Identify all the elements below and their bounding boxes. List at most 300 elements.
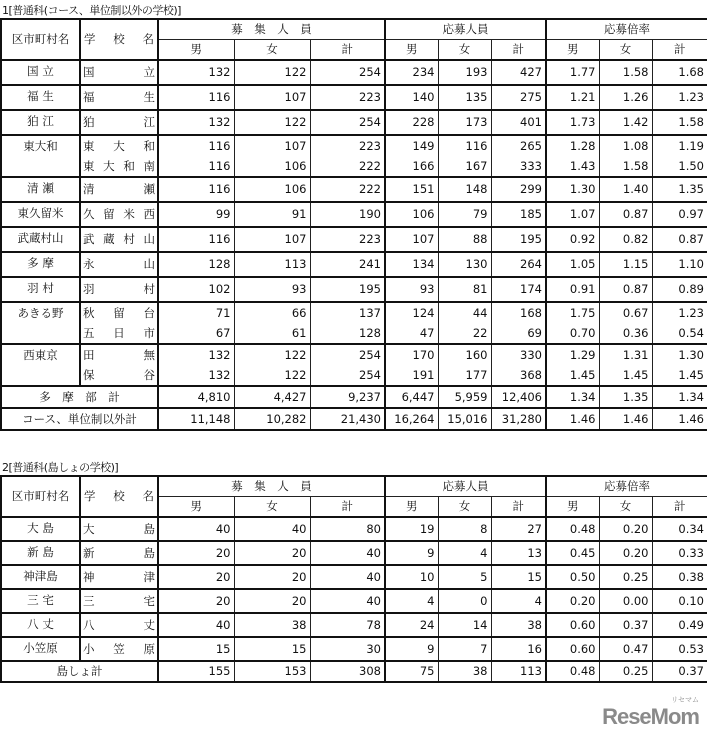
value-cell: 1.45 bbox=[546, 365, 599, 386]
table-row bbox=[1, 365, 707, 386]
school-name: 五日市 bbox=[80, 323, 158, 344]
value-cell: 20 bbox=[158, 565, 234, 589]
district-name: 神津島 bbox=[1, 565, 80, 589]
table1-caption: 1[普通科(コース、単位制以外の学校)] bbox=[2, 4, 181, 17]
value-cell: 38 bbox=[491, 613, 546, 637]
value-cell: 40 bbox=[234, 517, 310, 541]
total-value-cell: 1.34 bbox=[652, 386, 707, 408]
value-cell: 27 bbox=[491, 517, 546, 541]
value-cell: 0.45 bbox=[546, 541, 599, 565]
value-cell: 1.28 bbox=[546, 135, 599, 156]
subheader-female: 女 bbox=[438, 497, 491, 518]
value-cell: 20 bbox=[158, 589, 234, 613]
value-cell: 20 bbox=[234, 589, 310, 613]
subheader-male: 男 bbox=[546, 40, 599, 61]
table-row bbox=[1, 589, 707, 613]
total-label: 島しょ計 bbox=[1, 661, 158, 682]
value-cell: 1.40 bbox=[599, 177, 652, 202]
total-value-cell: 1.46 bbox=[546, 408, 599, 430]
total-value-cell: 11,148 bbox=[158, 408, 234, 430]
total-value-cell: 1.35 bbox=[599, 386, 652, 408]
value-cell: 195 bbox=[491, 227, 546, 252]
value-cell: 88 bbox=[438, 227, 491, 252]
value-cell: 167 bbox=[438, 156, 491, 177]
value-cell: 299 bbox=[491, 177, 546, 202]
value-cell: 0.87 bbox=[652, 227, 707, 252]
value-cell: 0.50 bbox=[546, 565, 599, 589]
subheader-total: 計 bbox=[652, 497, 707, 518]
value-cell: 1.08 bbox=[599, 135, 652, 156]
total-row bbox=[1, 408, 707, 430]
total-value-cell: 31,280 bbox=[491, 408, 546, 430]
total-value-cell: 153 bbox=[234, 661, 310, 682]
value-cell: 0.82 bbox=[599, 227, 652, 252]
value-cell: 93 bbox=[385, 277, 438, 302]
value-cell: 40 bbox=[310, 589, 385, 613]
value-cell: 1.05 bbox=[546, 252, 599, 277]
value-cell: 47 bbox=[385, 323, 438, 344]
value-cell: 1.26 bbox=[599, 85, 652, 110]
total-value-cell: 0.48 bbox=[546, 661, 599, 682]
subheader-female: 女 bbox=[234, 40, 310, 61]
school-name: 三宅 bbox=[80, 589, 158, 613]
value-cell: 0.87 bbox=[599, 202, 652, 227]
value-cell: 16 bbox=[491, 637, 546, 661]
value-cell: 330 bbox=[491, 344, 546, 365]
district-name: 大 島 bbox=[1, 517, 80, 541]
value-cell: 99 bbox=[158, 202, 234, 227]
table-row bbox=[1, 135, 707, 156]
value-cell: 106 bbox=[234, 177, 310, 202]
school-name: 新島 bbox=[80, 541, 158, 565]
table-row bbox=[1, 156, 707, 177]
table-row bbox=[1, 323, 707, 344]
value-cell: 1.43 bbox=[546, 156, 599, 177]
general-course-table bbox=[0, 18, 707, 431]
value-cell: 9 bbox=[385, 637, 438, 661]
school-name: 羽村 bbox=[80, 277, 158, 302]
total-value-cell: 1.34 bbox=[546, 386, 599, 408]
value-cell: 14 bbox=[438, 613, 491, 637]
district-name: 清 瀬 bbox=[1, 177, 80, 202]
header-school: 学 校 名 bbox=[80, 476, 158, 517]
school-name: 武蔵村山 bbox=[80, 227, 158, 252]
total-value-cell: 16,264 bbox=[385, 408, 438, 430]
total-value-cell: 9,237 bbox=[310, 386, 385, 408]
subheader-total: 計 bbox=[310, 497, 385, 518]
value-cell: 177 bbox=[438, 365, 491, 386]
value-cell: 134 bbox=[385, 252, 438, 277]
value-cell: 0.33 bbox=[652, 541, 707, 565]
value-cell: 10 bbox=[385, 565, 438, 589]
value-cell: 0 bbox=[438, 589, 491, 613]
value-cell: 0.97 bbox=[652, 202, 707, 227]
total-label: 多 摩 部 計 bbox=[1, 386, 158, 408]
value-cell: 1.30 bbox=[546, 177, 599, 202]
value-cell: 0.36 bbox=[599, 323, 652, 344]
school-name: 秋留台 bbox=[80, 302, 158, 323]
value-cell: 80 bbox=[310, 517, 385, 541]
value-cell: 1.45 bbox=[599, 365, 652, 386]
total-value-cell: 0.25 bbox=[599, 661, 652, 682]
value-cell: 116 bbox=[158, 156, 234, 177]
value-cell: 15 bbox=[234, 637, 310, 661]
value-cell: 1.23 bbox=[652, 85, 707, 110]
value-cell: 254 bbox=[310, 365, 385, 386]
subheader-male: 男 bbox=[546, 497, 599, 518]
value-cell: 193 bbox=[438, 60, 491, 85]
value-cell: 0.70 bbox=[546, 323, 599, 344]
value-cell: 128 bbox=[158, 252, 234, 277]
total-value-cell: 308 bbox=[310, 661, 385, 682]
value-cell: 191 bbox=[385, 365, 438, 386]
table-row bbox=[1, 85, 707, 110]
district-name: 狛 江 bbox=[1, 110, 80, 135]
school-name: 永山 bbox=[80, 252, 158, 277]
value-cell: 122 bbox=[234, 60, 310, 85]
total-label: コース、単位制以外計 bbox=[1, 408, 158, 430]
total-value-cell: 4,427 bbox=[234, 386, 310, 408]
value-cell: 78 bbox=[310, 613, 385, 637]
value-cell: 132 bbox=[158, 344, 234, 365]
value-cell: 93 bbox=[234, 277, 310, 302]
table-row bbox=[1, 177, 707, 202]
value-cell: 79 bbox=[438, 202, 491, 227]
value-cell: 0.67 bbox=[599, 302, 652, 323]
value-cell: 69 bbox=[491, 323, 546, 344]
value-cell: 4 bbox=[491, 589, 546, 613]
value-cell: 148 bbox=[438, 177, 491, 202]
value-cell: 1.75 bbox=[546, 302, 599, 323]
total-value-cell: 75 bbox=[385, 661, 438, 682]
value-cell: 0.10 bbox=[652, 589, 707, 613]
value-cell: 9 bbox=[385, 541, 438, 565]
value-cell: 0.54 bbox=[652, 323, 707, 344]
value-cell: 170 bbox=[385, 344, 438, 365]
header-district: 区市町村名 bbox=[1, 476, 80, 517]
value-cell: 7 bbox=[438, 637, 491, 661]
value-cell: 254 bbox=[310, 344, 385, 365]
value-cell: 265 bbox=[491, 135, 546, 156]
table-row bbox=[1, 517, 707, 541]
value-cell: 15 bbox=[158, 637, 234, 661]
total-value-cell: 1.46 bbox=[652, 408, 707, 430]
header-ratio: 応募倍率 bbox=[546, 19, 707, 40]
header-ratio: 応募倍率 bbox=[546, 476, 707, 497]
value-cell: 1.50 bbox=[652, 156, 707, 177]
total-value-cell: 6,447 bbox=[385, 386, 438, 408]
table-row bbox=[1, 60, 707, 85]
value-cell: 91 bbox=[234, 202, 310, 227]
value-cell: 140 bbox=[385, 85, 438, 110]
value-cell: 1.77 bbox=[546, 60, 599, 85]
district-name: 武蔵村山 bbox=[1, 227, 80, 252]
value-cell: 241 bbox=[310, 252, 385, 277]
value-cell: 128 bbox=[310, 323, 385, 344]
value-cell: 116 bbox=[438, 135, 491, 156]
subheader-female: 女 bbox=[599, 497, 652, 518]
district-name: 小笠原 bbox=[1, 637, 80, 661]
value-cell: 137 bbox=[310, 302, 385, 323]
value-cell: 1.73 bbox=[546, 110, 599, 135]
value-cell: 40 bbox=[158, 517, 234, 541]
value-cell: 1.29 bbox=[546, 344, 599, 365]
value-cell: 333 bbox=[491, 156, 546, 177]
value-cell: 66 bbox=[234, 302, 310, 323]
logo-text: ReseMom bbox=[602, 704, 699, 729]
value-cell: 195 bbox=[310, 277, 385, 302]
value-cell: 1.19 bbox=[652, 135, 707, 156]
value-cell: 368 bbox=[491, 365, 546, 386]
total-value-cell: 10,282 bbox=[234, 408, 310, 430]
island-schools-table bbox=[0, 475, 707, 683]
value-cell: 1.58 bbox=[652, 110, 707, 135]
value-cell: 61 bbox=[234, 323, 310, 344]
value-cell: 20 bbox=[234, 565, 310, 589]
value-cell: 1.58 bbox=[599, 60, 652, 85]
value-cell: 0.00 bbox=[599, 589, 652, 613]
value-cell: 264 bbox=[491, 252, 546, 277]
value-cell: 122 bbox=[234, 344, 310, 365]
value-cell: 135 bbox=[438, 85, 491, 110]
value-cell: 149 bbox=[385, 135, 438, 156]
total-value-cell: 38 bbox=[438, 661, 491, 682]
value-cell: 1.42 bbox=[599, 110, 652, 135]
table-row bbox=[1, 541, 707, 565]
value-cell: 116 bbox=[158, 85, 234, 110]
school-name: 小笠原 bbox=[80, 637, 158, 661]
subheader-total: 計 bbox=[652, 40, 707, 61]
value-cell: 107 bbox=[385, 227, 438, 252]
subheader-male: 男 bbox=[385, 40, 438, 61]
value-cell: 234 bbox=[385, 60, 438, 85]
value-cell: 0.49 bbox=[652, 613, 707, 637]
value-cell: 222 bbox=[310, 156, 385, 177]
value-cell: 19 bbox=[385, 517, 438, 541]
value-cell: 0.20 bbox=[599, 517, 652, 541]
value-cell: 1.30 bbox=[652, 344, 707, 365]
total-value-cell: 21,430 bbox=[310, 408, 385, 430]
total-value-cell: 0.37 bbox=[652, 661, 707, 682]
total-value-cell: 4,810 bbox=[158, 386, 234, 408]
value-cell: 223 bbox=[310, 85, 385, 110]
value-cell: 1.07 bbox=[546, 202, 599, 227]
district-name: 東大和 bbox=[1, 135, 80, 177]
total-value-cell: 155 bbox=[158, 661, 234, 682]
value-cell: 0.38 bbox=[652, 565, 707, 589]
value-cell: 401 bbox=[491, 110, 546, 135]
table-row bbox=[1, 227, 707, 252]
value-cell: 1.68 bbox=[652, 60, 707, 85]
school-name: 大島 bbox=[80, 517, 158, 541]
school-name: 久留米西 bbox=[80, 202, 158, 227]
table-row bbox=[1, 302, 707, 323]
subheader-female: 女 bbox=[234, 497, 310, 518]
total-value-cell: 15,016 bbox=[438, 408, 491, 430]
table2-caption: 2[普通科(島しょの学校)] bbox=[2, 461, 119, 474]
table-row bbox=[1, 637, 707, 661]
header-row bbox=[1, 19, 707, 40]
value-cell: 132 bbox=[158, 110, 234, 135]
value-cell: 168 bbox=[491, 302, 546, 323]
value-cell: 174 bbox=[491, 277, 546, 302]
value-cell: 1.35 bbox=[652, 177, 707, 202]
value-cell: 0.89 bbox=[652, 277, 707, 302]
value-cell: 38 bbox=[234, 613, 310, 637]
value-cell: 1.58 bbox=[599, 156, 652, 177]
value-cell: 275 bbox=[491, 85, 546, 110]
value-cell: 130 bbox=[438, 252, 491, 277]
district-name: 国 立 bbox=[1, 60, 80, 85]
table-row bbox=[1, 252, 707, 277]
school-name: 保谷 bbox=[80, 365, 158, 386]
header-row bbox=[1, 476, 707, 497]
value-cell: 0.48 bbox=[546, 517, 599, 541]
value-cell: 0.91 bbox=[546, 277, 599, 302]
value-cell: 20 bbox=[158, 541, 234, 565]
district-name: 三 宅 bbox=[1, 589, 80, 613]
value-cell: 190 bbox=[310, 202, 385, 227]
value-cell: 427 bbox=[491, 60, 546, 85]
value-cell: 13 bbox=[491, 541, 546, 565]
subheader-total: 計 bbox=[310, 40, 385, 61]
value-cell: 0.25 bbox=[599, 565, 652, 589]
value-cell: 0.60 bbox=[546, 613, 599, 637]
value-cell: 8 bbox=[438, 517, 491, 541]
header-recruitment: 募 集 人 員 bbox=[158, 19, 385, 40]
value-cell: 40 bbox=[158, 613, 234, 637]
school-name: 東大和南 bbox=[80, 156, 158, 177]
value-cell: 223 bbox=[310, 227, 385, 252]
value-cell: 113 bbox=[234, 252, 310, 277]
value-cell: 0.53 bbox=[652, 637, 707, 661]
school-name: 国立 bbox=[80, 60, 158, 85]
table-row bbox=[1, 613, 707, 637]
header-applicants: 応募人員 bbox=[385, 19, 546, 40]
value-cell: 0.20 bbox=[599, 541, 652, 565]
total-row bbox=[1, 661, 707, 682]
value-cell: 1.31 bbox=[599, 344, 652, 365]
district-name: あきる野 bbox=[1, 302, 80, 344]
header-district: 区市町村名 bbox=[1, 19, 80, 60]
value-cell: 102 bbox=[158, 277, 234, 302]
school-name: 八丈 bbox=[80, 613, 158, 637]
subheader-male: 男 bbox=[385, 497, 438, 518]
value-cell: 106 bbox=[234, 156, 310, 177]
value-cell: 185 bbox=[491, 202, 546, 227]
value-cell: 106 bbox=[385, 202, 438, 227]
header-applicants: 応募人員 bbox=[385, 476, 546, 497]
school-name: 田無 bbox=[80, 344, 158, 365]
value-cell: 132 bbox=[158, 365, 234, 386]
header-recruitment: 募 集 人 員 bbox=[158, 476, 385, 497]
value-cell: 1.45 bbox=[652, 365, 707, 386]
value-cell: 44 bbox=[438, 302, 491, 323]
value-cell: 24 bbox=[385, 613, 438, 637]
value-cell: 173 bbox=[438, 110, 491, 135]
subheader-total: 計 bbox=[491, 40, 546, 61]
district-name: 八 丈 bbox=[1, 613, 80, 637]
value-cell: 5 bbox=[438, 565, 491, 589]
value-cell: 0.37 bbox=[599, 613, 652, 637]
district-name: 羽 村 bbox=[1, 277, 80, 302]
school-name: 清瀬 bbox=[80, 177, 158, 202]
value-cell: 116 bbox=[158, 227, 234, 252]
value-cell: 67 bbox=[158, 323, 234, 344]
subheader-female: 女 bbox=[599, 40, 652, 61]
value-cell: 222 bbox=[310, 177, 385, 202]
total-value-cell: 5,959 bbox=[438, 386, 491, 408]
table-row bbox=[1, 565, 707, 589]
subheader-female: 女 bbox=[438, 40, 491, 61]
district-name: 新 島 bbox=[1, 541, 80, 565]
value-cell: 20 bbox=[234, 541, 310, 565]
value-cell: 1.23 bbox=[652, 302, 707, 323]
value-cell: 0.34 bbox=[652, 517, 707, 541]
value-cell: 0.20 bbox=[546, 589, 599, 613]
school-name: 福生 bbox=[80, 85, 158, 110]
school-name: 狛江 bbox=[80, 110, 158, 135]
value-cell: 107 bbox=[234, 85, 310, 110]
value-cell: 0.87 bbox=[599, 277, 652, 302]
value-cell: 4 bbox=[385, 589, 438, 613]
value-cell: 1.15 bbox=[599, 252, 652, 277]
value-cell: 30 bbox=[310, 637, 385, 661]
value-cell: 122 bbox=[234, 365, 310, 386]
value-cell: 223 bbox=[310, 135, 385, 156]
value-cell: 132 bbox=[158, 60, 234, 85]
value-cell: 1.21 bbox=[546, 85, 599, 110]
value-cell: 0.60 bbox=[546, 637, 599, 661]
value-cell: 160 bbox=[438, 344, 491, 365]
subheader-total: 計 bbox=[491, 497, 546, 518]
value-cell: 116 bbox=[158, 135, 234, 156]
subheader-male: 男 bbox=[158, 497, 234, 518]
value-cell: 22 bbox=[438, 323, 491, 344]
table-row bbox=[1, 110, 707, 135]
total-value-cell: 1.46 bbox=[599, 408, 652, 430]
value-cell: 71 bbox=[158, 302, 234, 323]
district-name: 東久留米 bbox=[1, 202, 80, 227]
value-cell: 4 bbox=[438, 541, 491, 565]
value-cell: 116 bbox=[158, 177, 234, 202]
value-cell: 254 bbox=[310, 60, 385, 85]
value-cell: 40 bbox=[310, 541, 385, 565]
value-cell: 228 bbox=[385, 110, 438, 135]
value-cell: 166 bbox=[385, 156, 438, 177]
header-school: 学 校 名 bbox=[80, 19, 158, 60]
table-row bbox=[1, 277, 707, 302]
table-row bbox=[1, 344, 707, 365]
resemom-logo bbox=[0, 697, 699, 729]
district-name: 西東京 bbox=[1, 344, 80, 386]
value-cell: 15 bbox=[491, 565, 546, 589]
district-name: 多 摩 bbox=[1, 252, 80, 277]
total-value-cell: 113 bbox=[491, 661, 546, 682]
value-cell: 0.92 bbox=[546, 227, 599, 252]
subheader-male: 男 bbox=[158, 40, 234, 61]
value-cell: 107 bbox=[234, 227, 310, 252]
table-row bbox=[1, 202, 707, 227]
value-cell: 0.47 bbox=[599, 637, 652, 661]
school-name: 神津 bbox=[80, 565, 158, 589]
value-cell: 81 bbox=[438, 277, 491, 302]
value-cell: 124 bbox=[385, 302, 438, 323]
value-cell: 1.10 bbox=[652, 252, 707, 277]
total-row bbox=[1, 386, 707, 408]
value-cell: 122 bbox=[234, 110, 310, 135]
value-cell: 151 bbox=[385, 177, 438, 202]
